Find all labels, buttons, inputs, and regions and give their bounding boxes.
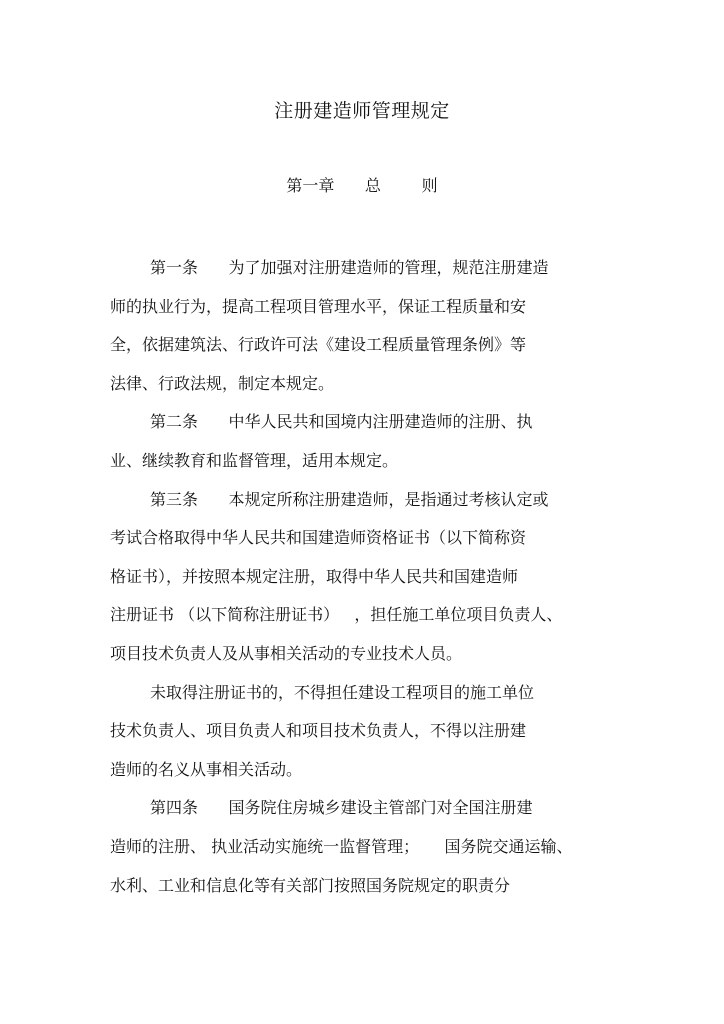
text-line: 注册证书 （以下简称注册证书） ，担任施工单位项目负责人、 bbox=[110, 605, 563, 625]
text-line: 考试合格取得中华人民共和国建造师资格证书（以下简称资 bbox=[110, 528, 527, 548]
document-title: 注册建造师管理规定 bbox=[274, 100, 450, 122]
chapter-heading: 第一章 总 则 bbox=[286, 176, 438, 195]
text-line: 第三条 本规定所称注册建造师，是指通过考核认定或 bbox=[150, 489, 549, 509]
text-line: 业、继续教育和监督管理，适用本规定。 bbox=[110, 450, 399, 470]
text-line: 格证书），并按照本规定注册，取得中华人民共和国建造师 bbox=[110, 566, 519, 586]
text-line: 师的执业行为，提高工程项目管理水平，保证工程质量和安 bbox=[110, 296, 527, 316]
text-line: 未取得注册证书的，不得担任建设工程项目的施工单位 bbox=[150, 682, 535, 702]
body-text bbox=[110, 249, 630, 905]
text-line: 造师的注册、 执业活动实施统一监督管理； 国务院交通运输、 bbox=[110, 836, 573, 856]
text-line: 造师的名义从事相关活动。 bbox=[110, 759, 303, 779]
text-line: 法律、行政法规，制定本规定。 bbox=[110, 373, 335, 393]
text-line: 水利、工业和信息化等有关部门按照国务院规定的职责分 bbox=[110, 875, 511, 895]
text-line: 技术负责人、项目负责人和项目技术负责人，不得以注册建 bbox=[110, 721, 527, 741]
text-line: 第四条 国务院住房城乡建设主管部门对全国注册建 bbox=[150, 798, 533, 818]
text-line: 第二条 中华人民共和国境内注册建造师的注册、执 bbox=[150, 412, 533, 432]
text-line: 第一条 为了加强对注册建造师的管理，规范注册建造 bbox=[150, 258, 549, 277]
text-line: 项目技术负责人及从事相关活动的专业技术人员。 bbox=[110, 643, 463, 663]
text-line: 全，依据建筑法、行政许可法《建设工程质量管理条例》等 bbox=[110, 335, 527, 355]
